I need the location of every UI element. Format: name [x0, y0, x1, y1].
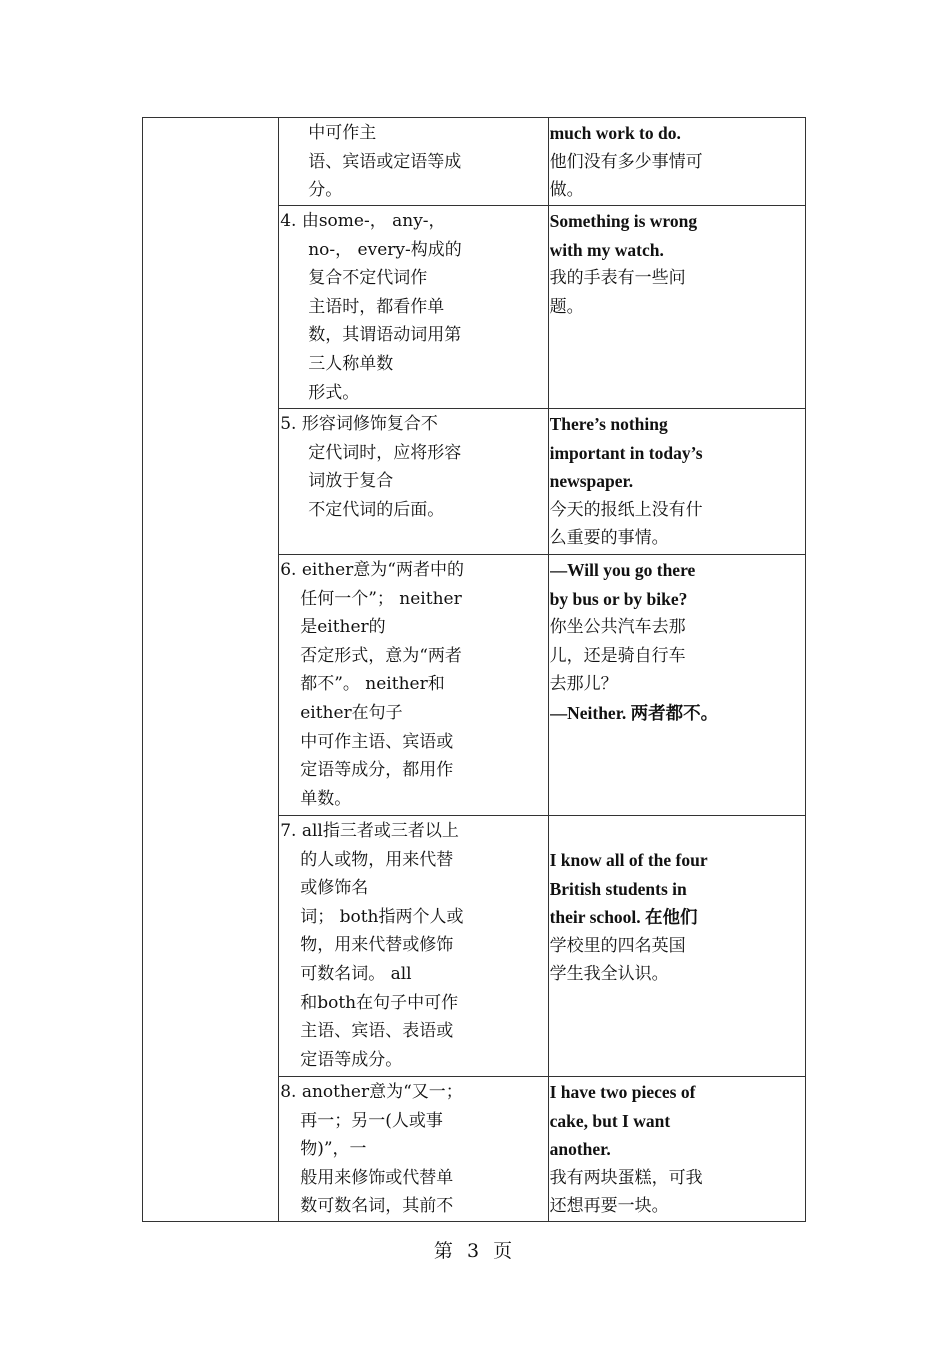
- example-line: 学生我全认识。: [549, 964, 669, 985]
- rule-cell: [279, 409, 548, 555]
- rule-line: 三人称单数: [308, 353, 394, 374]
- rule-line: 再一；另一(人或事: [300, 1110, 443, 1131]
- example-line: 今天的报纸上没有什: [549, 499, 703, 520]
- rule-line: 4. 由some-， any-，: [280, 211, 446, 231]
- category-cell: [143, 118, 279, 1222]
- example-line: their school. 在他们: [549, 907, 698, 928]
- rule-line: 的人或物，用来代替: [300, 849, 454, 870]
- rule-line: 数，其谓语动词用第: [308, 325, 462, 346]
- rule-line: 中可作主: [308, 123, 377, 143]
- rule-line: 物，用来代替或修饰: [300, 935, 454, 956]
- example-line: I know all of the four: [549, 850, 708, 870]
- rule-line: 定语等成分。: [300, 1049, 403, 1070]
- rule-cell: [279, 206, 548, 409]
- example-line: 去那儿？: [549, 674, 618, 695]
- rule-line: 任何一个”； neither: [300, 588, 462, 609]
- rule-cell: [279, 1077, 548, 1222]
- example-line: Something is wrong: [549, 211, 698, 231]
- example-line: 我的手表有一些问: [549, 268, 686, 289]
- example-line: cake, but I want: [549, 1110, 671, 1131]
- example-line: 么重要的事情。: [549, 528, 669, 549]
- example-line: There’s nothing: [549, 414, 668, 434]
- example-line: 题。: [549, 296, 584, 317]
- rule-line: 5. 形容词修饰复合不: [280, 414, 438, 434]
- rule-line: 是either的: [300, 617, 386, 638]
- example-line: 我有两块蛋糕，可我: [549, 1167, 703, 1188]
- example-line: with my watch.: [549, 239, 664, 260]
- rule-cell: [279, 555, 548, 816]
- example-line: 做。: [549, 180, 584, 201]
- example-line: by bus or by bike?: [549, 588, 688, 609]
- rule-line: 复合不定代词作: [308, 268, 428, 289]
- rule-line: 单数。: [300, 788, 352, 809]
- example-cell: [548, 555, 805, 816]
- rule-line: 否定形式，意为“两者: [300, 645, 462, 666]
- rule-line: 主语、宾语、表语或: [300, 1021, 454, 1042]
- example-line: —Neither. 两者都不。: [549, 702, 719, 723]
- table-row: [143, 118, 806, 206]
- example-line: 儿，还是骑自行车: [549, 645, 686, 666]
- rule-line: 7. all指三者或三者以上: [280, 821, 459, 841]
- rule-line: 都不”。 neither和: [300, 674, 445, 695]
- example-line: much work to do.: [549, 123, 681, 143]
- rule-line: 词放于复合: [308, 471, 394, 492]
- example-cell: [548, 816, 805, 1077]
- rule-line: no-， every-构成的: [308, 239, 462, 260]
- rule-line: 般用来修饰或代替单: [300, 1167, 454, 1188]
- rule-line: 语、宾语或定语等成: [308, 151, 462, 172]
- example-line: 还想再要一块。: [549, 1196, 669, 1217]
- rule-line: 形式。: [308, 382, 360, 403]
- example-cell: [548, 409, 805, 555]
- rule-line: 中可作主语、宾语或: [300, 731, 454, 752]
- example-line: —Will you go there: [549, 560, 696, 580]
- example-line: British students in: [549, 878, 687, 899]
- rule-line: either在句子: [300, 702, 403, 723]
- example-line: 学校里的四名英国: [549, 935, 686, 956]
- rule-line: 物)”，一: [300, 1139, 367, 1160]
- example-cell: [548, 206, 805, 409]
- rule-line: 词； both指两个人或: [300, 906, 464, 927]
- example-cell: [548, 118, 805, 206]
- rule-cell: [279, 816, 548, 1077]
- example-line: another.: [549, 1139, 611, 1160]
- rule-line: 主语时，都看作单: [308, 296, 445, 317]
- example-line: I have two pieces of: [549, 1082, 696, 1102]
- rule-line: 定代词时，应将形容: [308, 442, 462, 463]
- example-line: 你坐公共汽车去那: [549, 617, 686, 638]
- rule-line: 6. either意为“两者中的: [280, 560, 464, 580]
- rule-line: 定语等成分，都用作: [300, 760, 454, 781]
- rule-line: 或修饰名: [300, 878, 369, 899]
- rule-cell: [279, 118, 548, 206]
- page-number: 第 3 页: [433, 1240, 517, 1262]
- example-line: important in today’s: [549, 442, 703, 463]
- rule-line: 数可数名词，其前不: [300, 1196, 454, 1217]
- example-cell: [548, 1077, 805, 1222]
- grammar-table: [142, 117, 806, 1222]
- rule-line: 可数名词。 all: [300, 963, 412, 984]
- example-line: newspaper.: [549, 471, 634, 492]
- rule-line: 和both在句子中可作: [300, 992, 459, 1013]
- rule-line: 分。: [308, 180, 343, 201]
- example-line: 他们没有多少事情可: [549, 151, 703, 172]
- rule-line: 不定代词的后面。: [308, 499, 445, 520]
- rule-line: 8. another意为“又一；: [280, 1082, 463, 1102]
